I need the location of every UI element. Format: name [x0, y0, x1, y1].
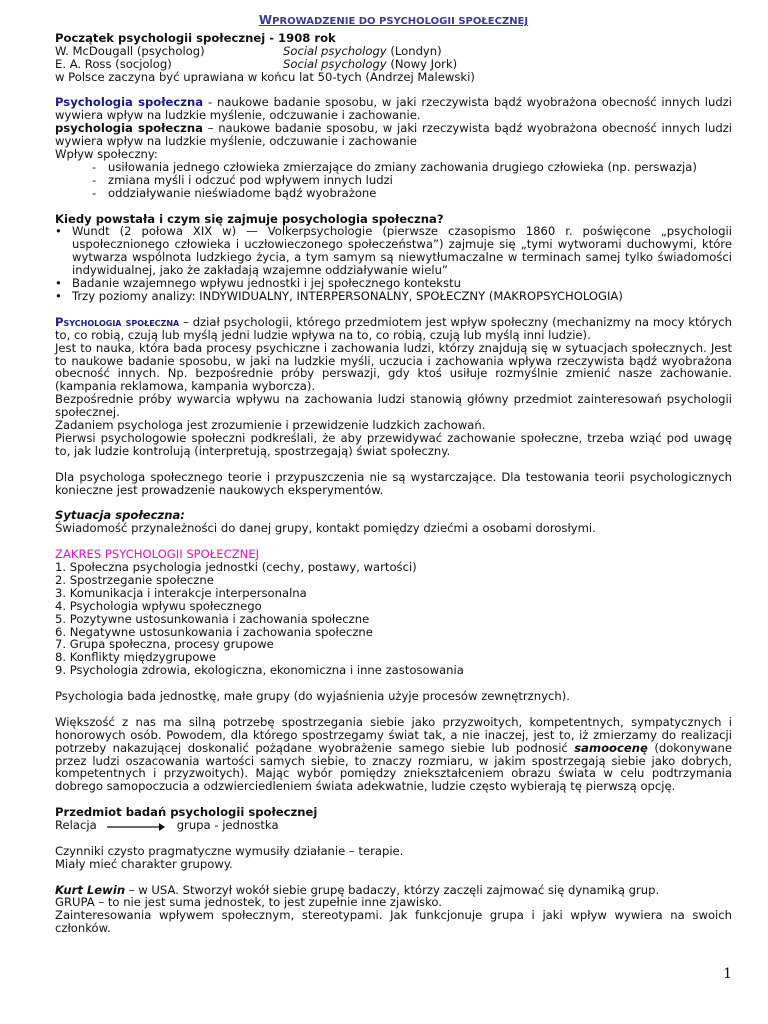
- majority-text: (dokonywane przez ludzi oszacowania wartości samych siebie, to znaczy rozmiaru, w jakim spostrzegają siebie jako dobrych, kompetentnych i przyzwoitych). Mając wybór pomiędzy zniekształceniem obrazu świata w celu podtrzymania dobrego samopoczucia a odzwierciedleniem świata adekwatnie, ludzie często wybierają tę pierwszą opcję.: [55, 740, 732, 794]
- dash-marker: -: [92, 172, 97, 187]
- list-item: [55, 225, 732, 277]
- arrow-right-icon: [107, 821, 165, 831]
- research-paragraph: Psychologia bada jednostkę, małe grupy (do wyjaśnienia użyje procesów zewnętrznych).: [55, 689, 570, 704]
- interests-line: Zainteresowania wpływem społecznym, stereotypami. Jak funkcjonuje grupa i jaki wpływ wywiera na swoich członków.: [55, 908, 732, 936]
- majority-emphasis: samoocenę: [574, 740, 648, 755]
- work-place: (Nowy Jork): [386, 56, 458, 71]
- list-item-text: Trzy poziomy analizy: INDYWIDUALNY, INTERPERSONALNY, SPOŁECZNY (MAKROPSYCHOLOGIA): [72, 289, 623, 303]
- relation-right: grupa - jednostka: [176, 818, 279, 833]
- list-item-text: Wundt (2 połowa XIX w) — Volkerpsychologie (pierwsze czasopismo 1860 r. poświęcone „psychologii uspołecznionego człowieka i uczłowieczonego społeczeństwa”) zajmuje się „tymi wytworami duchowymi, które wytwarza wspólnota ludzkiego życia, a tym samym są niewytłumaczalne w terminach samej tylko świadomości indywidualnej, jako że zakładają wzajemne oddziaływanie wielu”: [72, 224, 732, 278]
- document-title: [55, 14, 732, 29]
- relation-row: [55, 819, 732, 832]
- intro-heading: Początek psychologii społecznej - 1908 rok: [55, 30, 336, 45]
- influence-label: Wpływ społeczny:: [55, 147, 158, 162]
- bullet-marker: •: [55, 276, 62, 291]
- list-item: 1. Społeczna psychologia jednostki (cechy, postawy, wartości): [55, 559, 417, 574]
- list-item-text: usiłowania jednego człowieka zmierzające do zmiany zachowania drugiego człowieka (np. perswazja): [108, 159, 697, 174]
- group-line: GRUPA – to nie jest suma jednostek, to jest zupełnie inne zjawisko.: [55, 895, 442, 910]
- list-item: 6. Negatywne ustosunkowania i zachowania społeczne: [55, 624, 373, 639]
- scope-heading: ZAKRES PSYCHOLOGII SPOŁECZNEJ: [55, 547, 260, 562]
- definition-3: [55, 316, 732, 342]
- subject-heading: Przedmiot badań psychologii społecznej: [55, 805, 318, 820]
- situation-heading-text: Sytuacja społeczna:: [55, 508, 185, 523]
- work-title: Social psychology: [283, 43, 387, 58]
- list-item: [55, 290, 732, 303]
- majority-text: Większość z nas ma silną potrzebę spostrzegania siebie jako przyzwoitych, kompetentnych, sympatycznych i honorowych osób. Powodem, dla którego spostrzegamy świat tak, a nie inaczej, jest to, iż zmierzamy do realizacji potrzeby nakazującej doskonalić pożądane wyobrażenie samego siebie lub podnosić: [55, 714, 732, 755]
- influence-list: [55, 161, 732, 200]
- history-list: [55, 225, 732, 302]
- paragraph: Zadaniem psychologa jest zrozumienie i przewidzenie ludzkich zachowań.: [55, 418, 486, 433]
- list-item: [55, 187, 732, 200]
- list-item: 9. Psychologia zdrowia, ekologiczna, ekonomiczna i inne zastosowania: [55, 663, 464, 678]
- list-item: 4. Psychologia wpływu społecznego: [55, 598, 262, 613]
- work-place: (Londyn): [386, 43, 442, 58]
- definition-text: – naukowe badanie sposobu, w jaki rzeczywista bądź wyobrażona obecność innych ludzi wywiera wpływ na ludzkie myślenie, odczuwanie i zachowanie: [55, 121, 732, 149]
- intro-author: E. A. Ross (socjolog): [55, 56, 172, 71]
- title-rest: PROWADZENIE DO PSYCHOLOGII SPOŁECZNEJ: [272, 16, 529, 27]
- list-item: 7. Grupa społeczna, procesy grupowe: [55, 637, 274, 652]
- definition-term: Psychologia społeczna: [55, 95, 204, 110]
- title-initial: W: [258, 13, 273, 27]
- definition-term: Psychologia społeczna: [55, 314, 180, 329]
- dash-marker: -: [92, 185, 97, 200]
- list-item-text: zmiana myśli i odczuć pod wpływem innych ludzi: [108, 172, 393, 187]
- lewin-name: Kurt Lewin: [55, 882, 126, 897]
- bullet-marker: •: [55, 224, 62, 239]
- work-title: Social psychology: [283, 56, 387, 71]
- list-item: 5. Pozytywne ustosunkowania i zachowania społeczne: [55, 611, 370, 626]
- document-page: [55, 14, 732, 935]
- intro-row: [55, 58, 732, 71]
- list-item: 8. Konflikty międzygrupowe: [55, 650, 217, 665]
- intro-poland: w Polsce zaczyna być uprawiana w końcu lat 50-tych (Andrzej Malewski): [55, 69, 475, 84]
- intro-author: W. McDougall (psycholog): [55, 43, 205, 58]
- relation-left: Relacja: [55, 818, 97, 833]
- definition-1: [55, 96, 732, 122]
- scope-list: [55, 561, 732, 677]
- intro-work: [283, 58, 457, 71]
- definition-2: [55, 122, 732, 148]
- situation-text: Świadomość przynależności do danej grupy, kontakt pomiędzy dziećmi a osobami dorosłymi.: [55, 521, 596, 536]
- paragraph: Bezpośrednie próby wywarcia wpływu na zachowania ludzi stanowią główny przedmiot zainteresowań psychologii społecznej.: [55, 392, 732, 420]
- theory-paragraph: Dla psychologa społecznego teorie i przypuszczenia nie są wystarczające. Dla testowania teorii psychologicznych konieczne jest prowadzenie naukowych eksperymentów.: [55, 469, 732, 497]
- page-number: 1: [723, 966, 732, 982]
- history-heading: Kiedy powstała i czym się zajmuje posychologia społeczna?: [55, 211, 444, 226]
- factors-line: Czynniki czysto pragmatyczne wymusiły działanie – terapie.: [55, 843, 404, 858]
- list-item-text: oddziaływanie nieświadome bądź wyobrażone: [108, 185, 377, 200]
- dash-marker: -: [92, 159, 97, 174]
- list-item-text: Badanie wzajemnego wpływu jednostki i jej społecznego kontekstu: [72, 276, 461, 291]
- majority-paragraph: [55, 716, 732, 793]
- definition-text: - naukowe badanie sposobu, w jaki rzeczywista bądź wyobrażona obecność innych ludzi wywiera wpływ na ludzkie myślenie, odczuwanie i zachowanie.: [55, 95, 732, 123]
- lewin-text: – w USA. Stworzył wokół siebie grupę badaczy, którzy zaczęli zajmować się dynamiką grup.: [125, 882, 660, 897]
- list-item: 3. Komunikacja i interakcje interpersonalna: [55, 585, 307, 600]
- paragraph: Jest to nauka, która bada procesy psychiczne i zachowania ludzi, którzy znajdują się w sytuacjach społecznych. Jest to naukowe badanie sposobu, w jaki na ludzkie myśli, uczucia i zachowania wpływa rzeczywista bądź wyobrażona obecność innych. Np. bezpośrednie próby perswazji, gdy ktoś usiłuje rozmyślnie zmienić nasze zachowanie. (kampania reklamowa, kampania wyborcza).: [55, 340, 732, 394]
- list-item: 2. Spostrzeganie społeczne: [55, 572, 214, 587]
- definition-text: – dział psychologii, którego przedmiotem jest wpływ społeczny (mechanizmy na mocy których to, co robią, czują lub myślą jedni ludzie wpływa na to, co robią, czują lub myślą inni ludzie).: [55, 314, 732, 342]
- bullet-marker: •: [55, 289, 62, 303]
- paragraph: Pierwsi psychologowie społeczni podkreślali, że aby przewidywać zachowanie społeczne, trzeba wziąć pod uwagę to, jak ludzie kontrolują (interpretują, spostrzegają) świat społeczny.: [55, 430, 732, 458]
- factors-line: Miały mieć charakter grupowy.: [55, 856, 233, 871]
- definition-term: psychologia społeczna: [55, 121, 203, 136]
